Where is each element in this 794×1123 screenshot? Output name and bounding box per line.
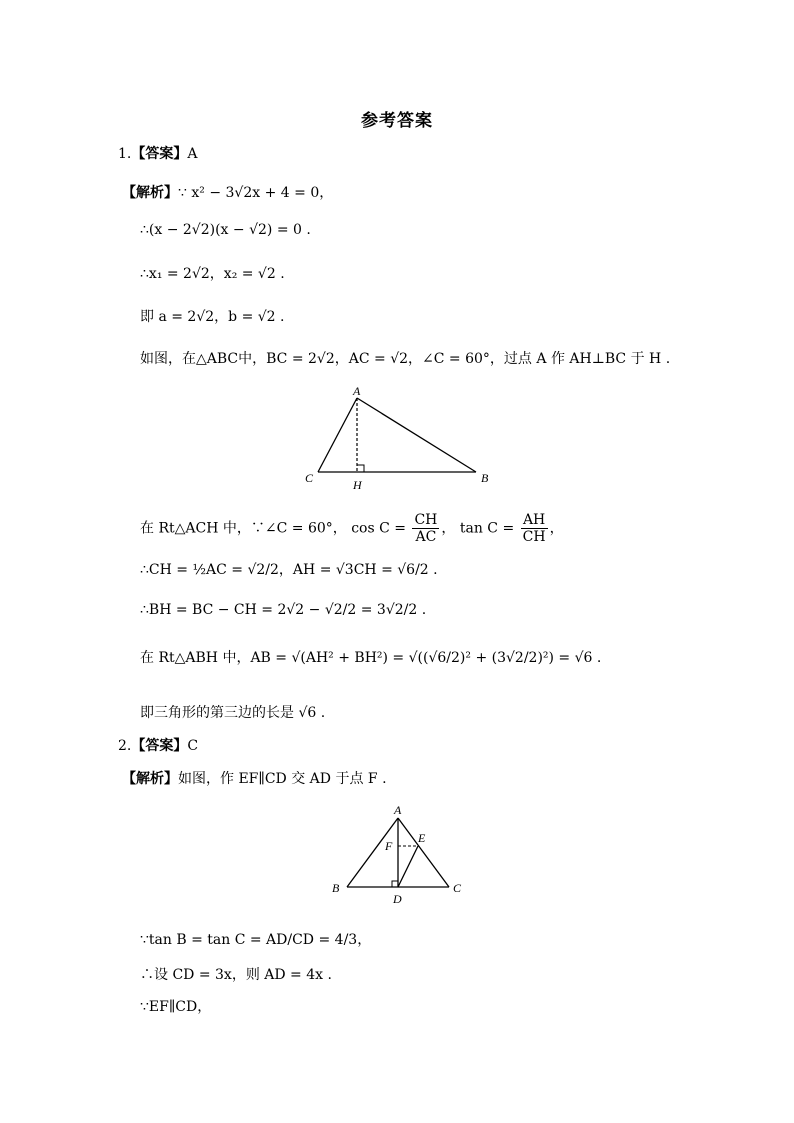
q2-answer-line [118,736,198,756]
label-d-2: D [393,892,402,906]
q2-let-line: ∴设 CD = 3x，则 AD = 4x . [140,967,332,983]
label-b: B [481,471,489,485]
label-a-2: A [394,803,402,817]
label-f-2: F [385,839,393,853]
triangle-abc-fig2 [326,800,476,908]
frac-num-ah: AH [521,512,548,529]
q1-ch-ah-values: ∴CH = ½AC = √2/2，AH = √3CH = √6/2 . [140,562,438,578]
q1-answer-line [118,144,197,164]
q1-answer-label: 【答案】 [131,146,188,162]
fraction-ah-ch [521,512,548,545]
q1-answer: A [187,146,198,162]
q1-figure-intro: 如图，在△ABC中，BC = 2√2，AC = √2，∠C = 60°，过点 A 作 AH⊥BC 于 H . [140,351,671,367]
q1-analysis-line-1 [122,183,333,203]
right-angle-mark-2 [392,881,398,887]
cos-label: cos C = [351,520,407,537]
q1-trig-line: 在 Rt△ACH 中，∵∠C = 60°， cos C = $\frac{CH}{AC}$ ， tan C = $\frac{AH}{CH}$ ， [140,512,564,545]
q2-parallel-line: ∵EF∥CD， [140,999,212,1015]
q1-roots-line [140,264,285,284]
q2-answer: C [187,738,199,754]
q1-trig-prefix: 在 Rt△ACH 中，∵∠C = 60°， [140,520,347,537]
q1-roots: x₁ = 2√2，x₂ = √2 . [148,266,285,282]
q1-factorization: ∴(x − 2√2)(x − √2) = 0 . [140,222,311,238]
because-symbol: ∵ [178,185,187,201]
side-ac-2 [398,818,449,887]
q1-ab-values: 即 a = 2√2，b = √2 . [140,309,285,325]
q1-bh-value: ∴BH = BC − CH = 2√2 − √2/2 = 3√2/2 . [140,602,427,618]
frac-den-ch: CH [522,529,546,545]
segment-de [398,846,418,887]
q1-analysis-label: 【解析】 [122,185,178,201]
q2-tan-line: ∵tan B = tan C = AD/CD = 4/3， [140,932,372,948]
side-ab [357,398,476,472]
label-c: C [305,471,314,485]
q2-answer-label: 【答案】 [131,738,188,754]
q2-analysis-line-1 [122,769,387,789]
q2-number: 2. [118,738,132,754]
q2-construction: 如图，作 EF∥CD 交 AD 于点 F . [178,771,387,787]
q1-ab-length: 在 Rt△ABH 中，AB = √(AH² + BH²) = √((√6/2)² + (3√2/2)²) = √6 . [140,650,602,666]
triangle-abc-figure [296,384,506,494]
label-b-2: B [332,881,340,895]
label-c-2: C [453,881,462,895]
label-e-2: E [418,831,426,845]
frac-den-ac: AC [415,529,437,545]
right-angle-mark [357,465,364,472]
side-ac [318,398,357,472]
q1-conclusion: 即三角形的第三边的长是 √6 . [140,705,326,721]
q1-equation: x² − 3√2x + 4 = 0， [191,185,334,201]
label-a: A [353,384,361,398]
label-h: H [353,478,362,492]
q2-analysis-label: 【解析】 [122,771,178,787]
frac-num-ch: CH [414,512,438,528]
q1-number: 1. [118,146,132,162]
page-title: 参考答案 [361,111,433,131]
therefore-symbol: ∴ [140,266,149,282]
tan-label: tan C = [459,520,515,537]
fraction-ch-ac [412,512,439,545]
